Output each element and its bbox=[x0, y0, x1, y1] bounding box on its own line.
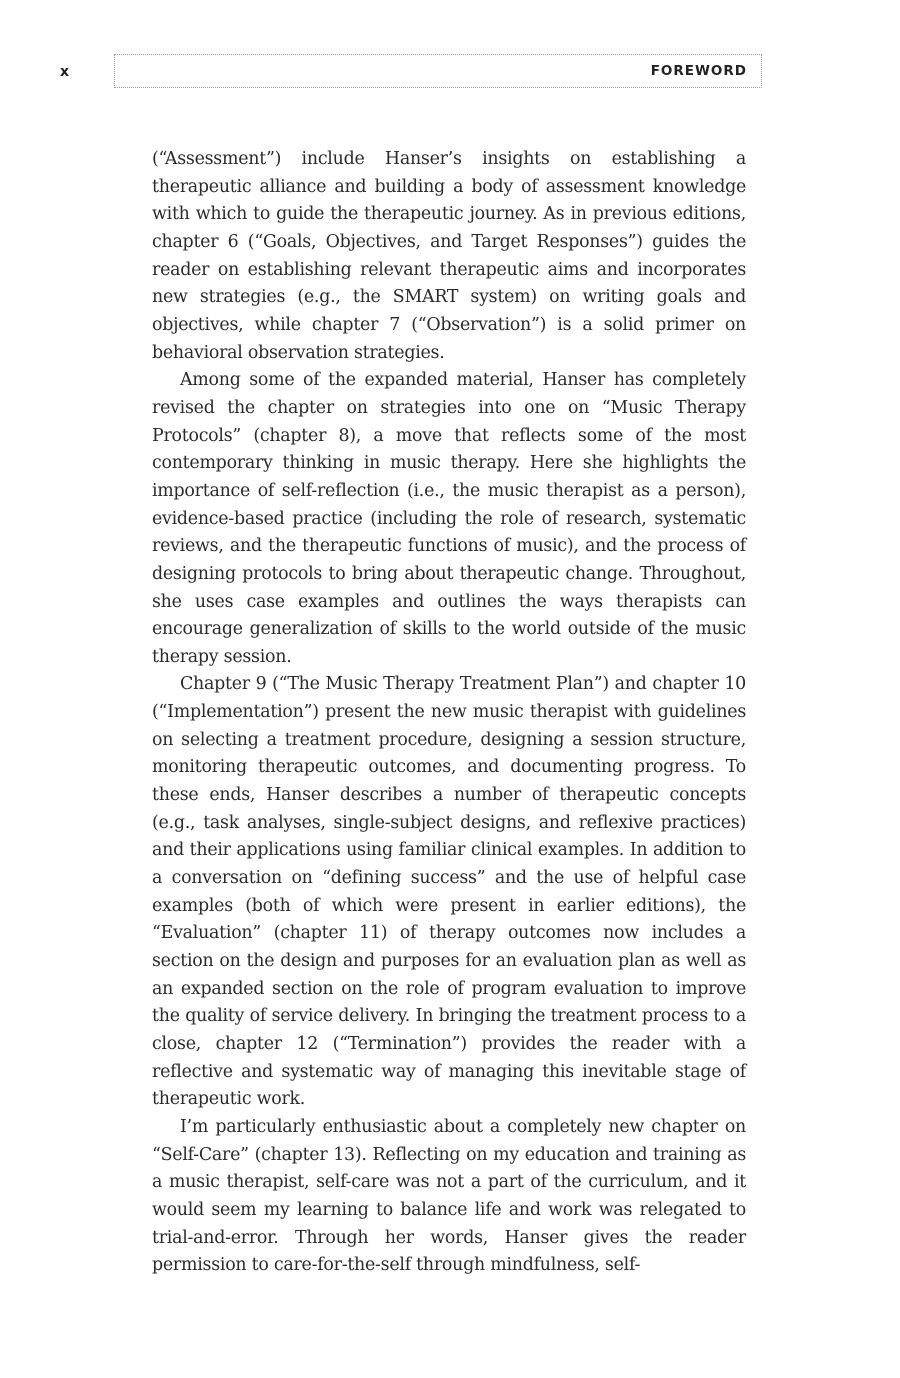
running-header bbox=[114, 54, 762, 88]
paragraph-treatment-plan: Chapter 9 (“The Music Therapy Treatment Plan”) and chapter 10 (“Implementation”) present the new music therapist with guidelines on selecting a treatment procedure, designing a session structure, monitoring therapeutic outcomes, and documenting progress. To these ends, Hanser describes a number of therapeutic concepts (e.g., task analyses, single-subject designs, and reflexive practices) and their applications using familiar clinical examples. In addition to a conversation on “defining success” and the use of helpful case examples (both of which were present in earlier editions), the “Evaluation” (chapter 11) of therapy outcomes now includes a section on the design and purposes for an evaluation plan as well as an expanded section on the role of program evaluation to improve the quality of service delivery. In bringing the treatment process to a close, chapter 12 (“Termination”) provides the reader with a reflective and systematic way of managing this inevitable stage of therapeutic work. bbox=[152, 674, 746, 1110]
page-number: x bbox=[60, 64, 70, 80]
paragraph-continuation: (“Assessment”) include Hanser’s insights on establishing a therapeutic alliance and building a body of assessment knowledge with which to guide the therapeutic journey. As in previous editions, chapter 6 (“Goals, Objectives, and Target Responses”) guides the reader on establishing relevant therapeutic aims and incorporates new strategies (e.g., the SMART system) on writing goals and objectives, while chapter 7 (“Observation”) is a solid primer on behavioral observation strategies. bbox=[152, 149, 746, 363]
body-text bbox=[152, 146, 746, 1280]
paragraph-expanded-material: Among some of the expanded material, Hanser has completely revised the chapter on strategies into one on “Music Therapy Protocols” (chapter 8), a move that reflects some of the most contemporary thinking in music therapy. Here she highlights the importance of self-reflection (i.e., the music therapist as a person), evidence-based practice (including the role of research, systematic reviews, and the therapeutic functions of music), and the process of designing protocols to bring about therapeutic change. Throughout, she uses case examples and outlines the ways therapists can encourage generalization of skills to the world outside of the music therapy session. bbox=[152, 370, 746, 667]
running-head-title: FOREWORD bbox=[650, 63, 747, 79]
paragraph-self-care: I’m particularly enthusiastic about a completely new chapter on “Self-Care” (chapter 13). Reflecting on my education and training as a music therapist, self-care was not a part of the curriculum, and it would seem my learning to balance life and work was relegated to trial-and-error. Through her words, Hanser gives the reader permission to care-for-the-self through mindfulness, self- bbox=[152, 1116, 746, 1276]
